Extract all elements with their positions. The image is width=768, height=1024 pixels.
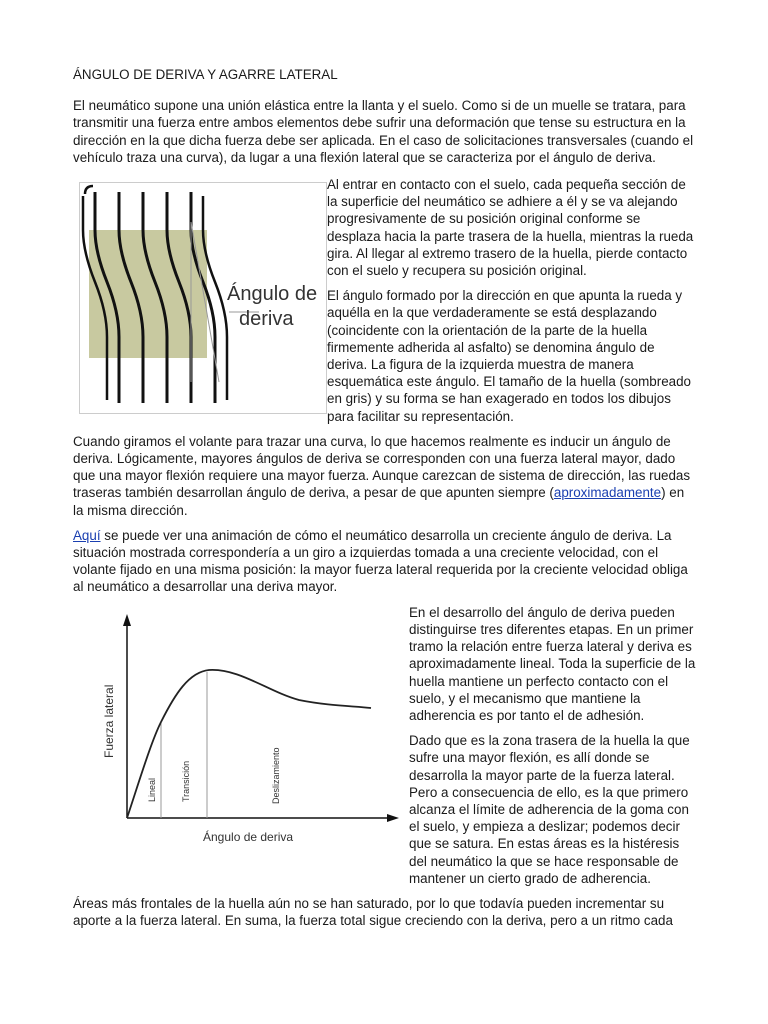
- section2-text: [409, 604, 696, 887]
- section2-paragraph-1: En el desarrollo del ángulo de deriva pueden distinguirse tres diferentes etapas. En un primer tramo la relación entre fuerza lateral y deriva es aproximadamente lineal. Toda la superficie de la huella mantiene un perfecto contacto con el suelo, y el mecanismo que mantiene la adherencia es por tanto el de adhesión.: [409, 604, 696, 723]
- region-label-transicion: Transición: [181, 760, 191, 802]
- section1-text: [324, 176, 696, 425]
- region-label-deslizamiento: Deslizamiento: [271, 747, 281, 804]
- aqui-link[interactable]: Aquí: [73, 527, 101, 543]
- paragraph-4: [73, 527, 696, 596]
- page-title: ÁNGULO DE DERIVA Y AGARRE LATERAL: [73, 67, 338, 82]
- figure2-xlabel: Ángulo de deriva: [203, 829, 294, 844]
- section1-paragraph-1: Al entrar en contacto con el suelo, cada pequeña sección de la superficie del neumático se adhiere a él y se va alejando progresivamente de su posición original conforme se desplaza hacia la parte trasera de la huella, mientras la rueda gira. Al llegar al extremo trasero de la huella, pierde contacto con el suelo y recupera su posición original.: [327, 177, 694, 279]
- aproximadamente-link[interactable]: aproximadamente: [553, 485, 662, 501]
- intro-paragraph: El neumático supone una unión elástica entre la llanta y el suelo. Como si de un muelle se tratara, para transmitir una fuerza entre ambos elementos debe sufrir una deformación que tense su estructura en la dirección en la que dicha fuerza debe ser aplicada. En el caso de solicitaciones transversales (cuando el vehículo traza una curva), da lugar a una flexión lateral que se caracteriza por el ángulo de deriva.: [73, 98, 694, 165]
- section-figure1: [73, 176, 696, 433]
- section-figure2: [73, 604, 696, 895]
- paragraph-4-text: se puede ver una animación de cómo el neumático desarrolla un creciente ángulo de deriva. La situación mostrada correspondería a un giro a izquierdas tomada a una creciente velocidad, con el volante fijado en una misma posición: la mayor fuerza lateral requerida por la creciente velocidad obliga al neumático a desarrollar una deriva mayor.: [73, 527, 688, 595]
- paragraph-3-text-before: Cuando giramos el volante para trazar una curva, lo que hacemos realmente es inducir un ángulo de deriva. Lógicamente, mayores ángulos de deriva se corresponden con una fuerza lateral mayor, dado que una mayor flexión requiere una mayor fuerza. Aunque carezcan de sistema de dirección, las ruedas traseras también desarrollan ángulo de deriva, a pesar de que apunten siempre (: [73, 433, 691, 501]
- region-label-lineal: Lineal: [147, 777, 157, 802]
- slip-angle-figure: [79, 182, 327, 414]
- paragraph-3: [73, 433, 696, 519]
- figure1-label-line1: Ángulo de: [227, 283, 318, 306]
- paragraph-3-text-after: ) en la misma dirección.: [73, 485, 685, 518]
- section1-paragraph-2: El ángulo formado por la dirección en que apunta la rueda y aquélla en la que verdaderamente se está desplazando (coincidente con la orientación de la parte de la huella firmemente adherida al asfalto) se denomina ángulo de deriva. La figura de la izquierda muestra de manera esquemática este ángulo. El tamaño de la huella (sombreado en gris) y su forma se han exagerado en todos los dibujos para facilitar su representación.: [327, 288, 692, 424]
- figure1-label-line2: deriva: [239, 308, 294, 331]
- lateral-force-figure: [79, 612, 401, 850]
- paragraph-5: Áreas más frontales de la huella aún no se han saturado, por lo que todavía pueden incrementar su aporte a la fuerza lateral. En suma, la fuerza total sigue creciendo con la deriva, pero a un ritmo cada: [73, 895, 673, 929]
- figure2-ylabel: Fuerza lateral: [102, 684, 116, 758]
- section2-paragraph-2: Dado que es la zona trasera de la huella la que sufre una mayor flexión, es allí donde se desarrolla la mayor parte de la fuerza lateral. Pero a consecuencia de ello, es la que primero alcanza el límite de adherencia de la goma con el suelo, y empieza a deslizar; podemos decir que se satura. En estas áreas es la histéresis del neumático la que se hace responsable de mantener un cierto grado de adherencia.: [409, 733, 690, 886]
